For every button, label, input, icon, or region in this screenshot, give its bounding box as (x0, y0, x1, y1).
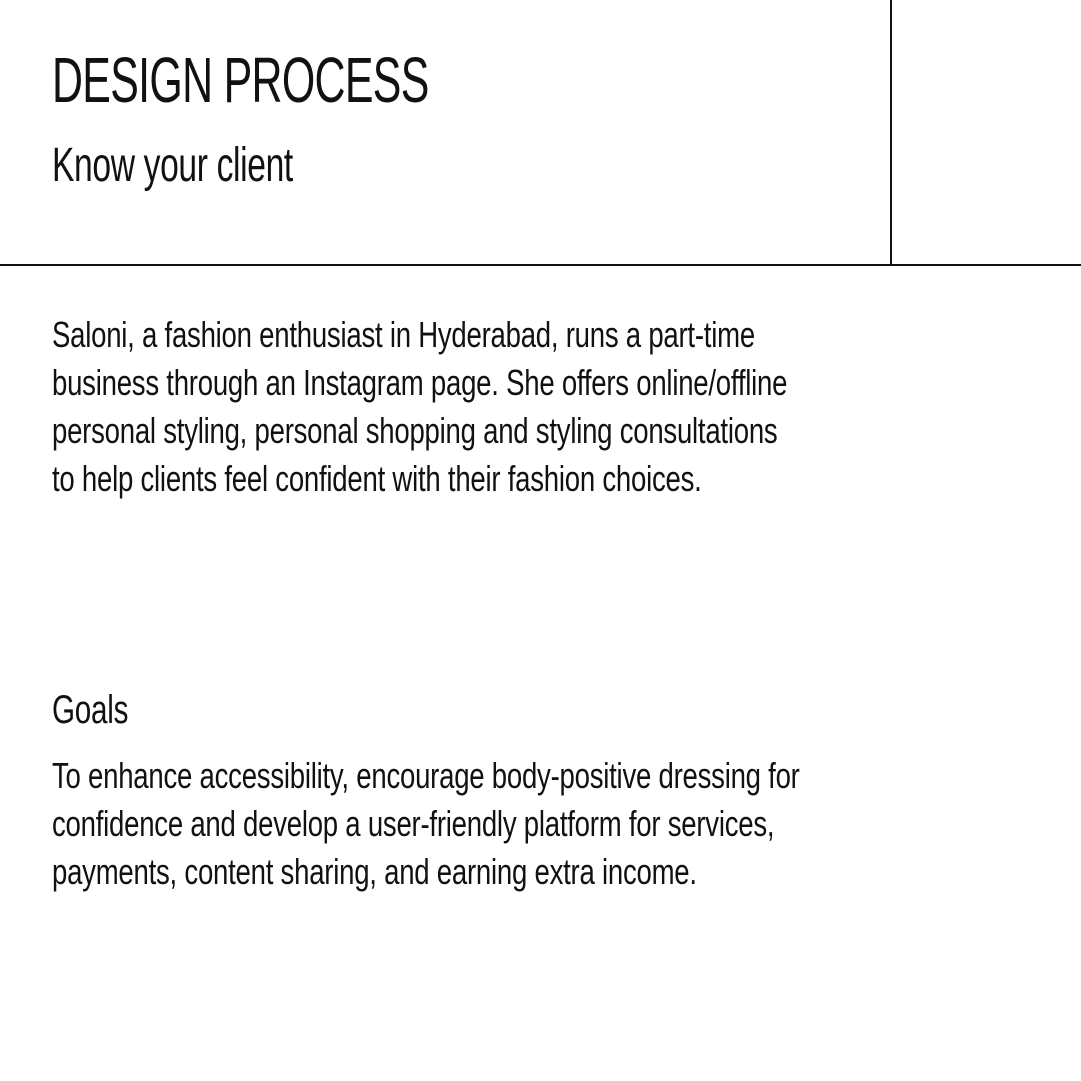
goals-description (52, 752, 800, 896)
header-divider-horizontal (0, 264, 1081, 266)
goals-description-line: confidence and develop a user-friendly platform for services, (52, 803, 775, 844)
page-subtitle: Know your client (52, 139, 293, 192)
goals-description-line: payments, content sharing, and earning extra income. (52, 851, 697, 892)
client-description-line: to help clients feel confident with their fashion choices. (52, 458, 702, 499)
page-title: DESIGN PROCESS (52, 44, 429, 116)
client-description-line: Saloni, a fashion enthusiast in Hyderabad, runs a part-time (52, 314, 755, 355)
goals-description-line: To enhance accessibility, encourage body-positive dressing for (52, 755, 800, 796)
client-description-line: personal styling, personal shopping and styling consultations (52, 410, 778, 451)
client-description-line: business through an Instagram page. She offers online/offline (52, 362, 788, 403)
client-description (52, 311, 787, 503)
goals-heading: Goals (52, 688, 129, 732)
header-divider-vertical (890, 0, 892, 265)
